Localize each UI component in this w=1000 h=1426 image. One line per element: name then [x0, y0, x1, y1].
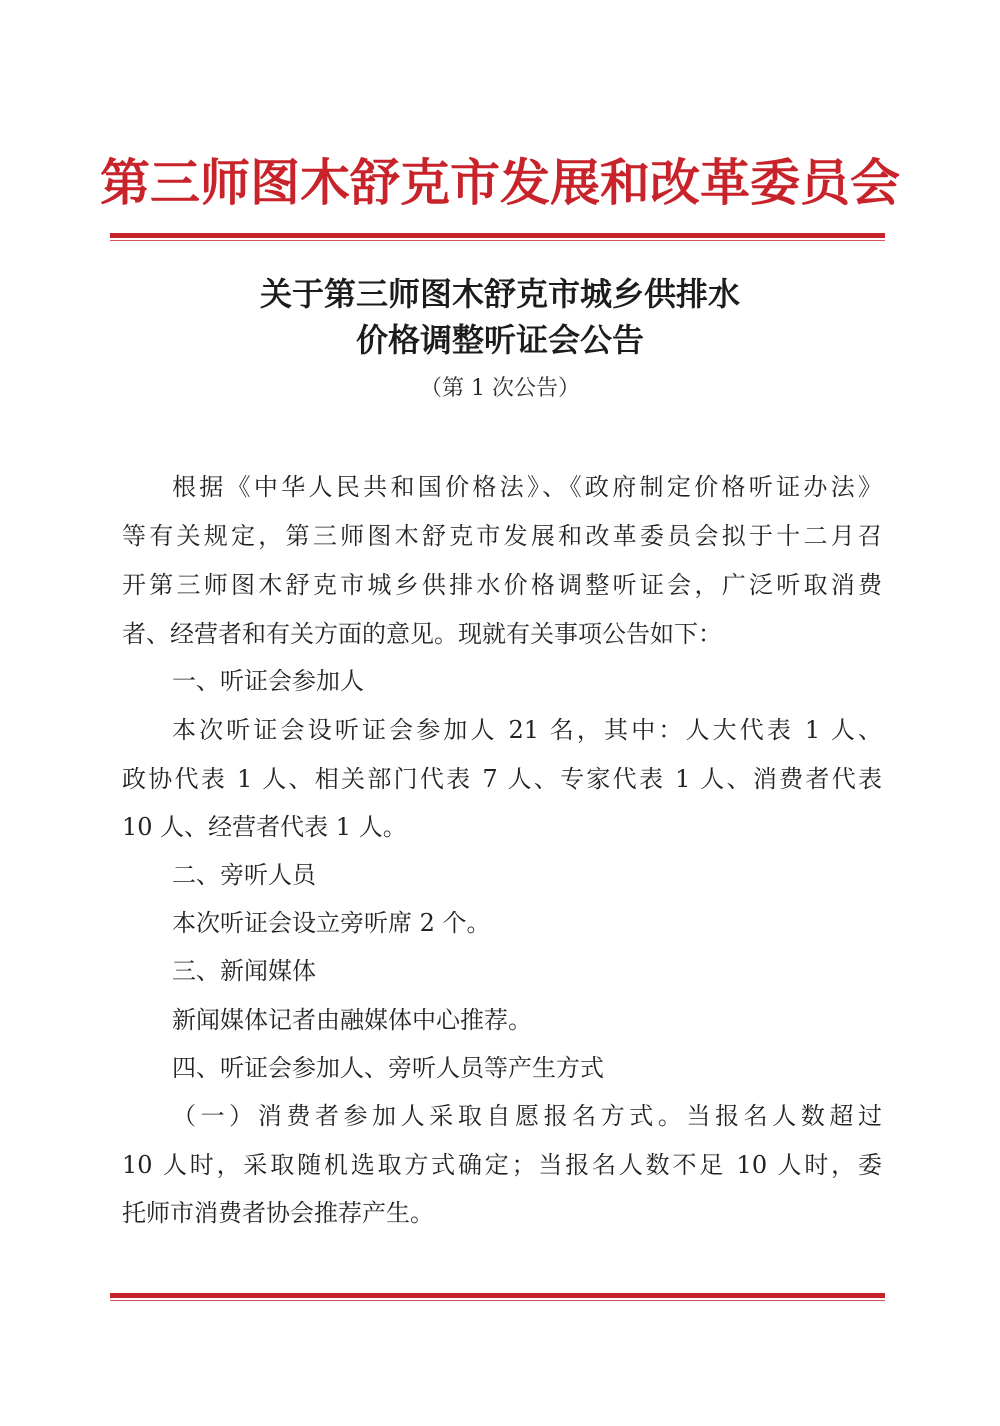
intro-line-4: 者、经营者和有关方面的意见。现就有关事项公告如下： — [122, 620, 722, 648]
section-1-line-1: 本次听证会设听证会参加人 21 名，其中：人大代表 1 人、 — [172, 716, 882, 744]
section-3-heading: 三、新闻媒体 — [172, 957, 316, 985]
section-4-line-3: 托师市消费者协会推荐产生。 — [122, 1199, 434, 1227]
section-2-line-1: 本次听证会设立旁听席 2 个。 — [172, 909, 491, 937]
intro-line-2: 等有关规定，第三师图木舒克市发展和改革委员会拟于十二月召 — [122, 522, 882, 550]
letterhead-red-rule — [110, 233, 885, 238]
document-number: （第 1 次公告） — [420, 376, 580, 401]
section-4-line-1: （一）消费者参加人采取自愿报名方式。当报名人数超过 — [172, 1102, 882, 1130]
footer-red-rule — [110, 1293, 885, 1298]
document-title-line-2: 价格调整听证会公告 — [355, 321, 644, 359]
section-2-heading: 二、旁听人员 — [172, 861, 316, 889]
intro-line-1: 根据《中华人民共和国价格法》、《政府制定价格听证办法》 — [172, 473, 882, 501]
document-title-line-1: 关于第三师图木舒克市城乡供排水 — [259, 275, 740, 313]
letterhead-red-rule-thin — [110, 240, 885, 241]
intro-line-3: 开第三师图木舒克市城乡供排水价格调整听证会，广泛听取消费 — [122, 571, 882, 599]
section-1-line-3: 10 人、经营者代表 1 人。 — [122, 813, 407, 841]
section-1-heading: 一、听证会参加人 — [172, 667, 364, 695]
section-4-heading: 四、听证会参加人、旁听人员等产生方式 — [172, 1054, 604, 1082]
section-3-line-1: 新闻媒体记者由融媒体中心推荐。 — [172, 1006, 532, 1034]
letterhead-org-name: 第三师图木舒克市发展和改革委员会 — [100, 153, 900, 212]
section-4-line-2: 10 人时，采取随机选取方式确定；当报名人数不足 10 人时，委 — [122, 1151, 882, 1179]
footer-red-rule-thin — [110, 1300, 885, 1301]
section-1-line-2: 政协代表 1 人、相关部门代表 7 人、专家代表 1 人、消费者代表 — [122, 765, 882, 793]
